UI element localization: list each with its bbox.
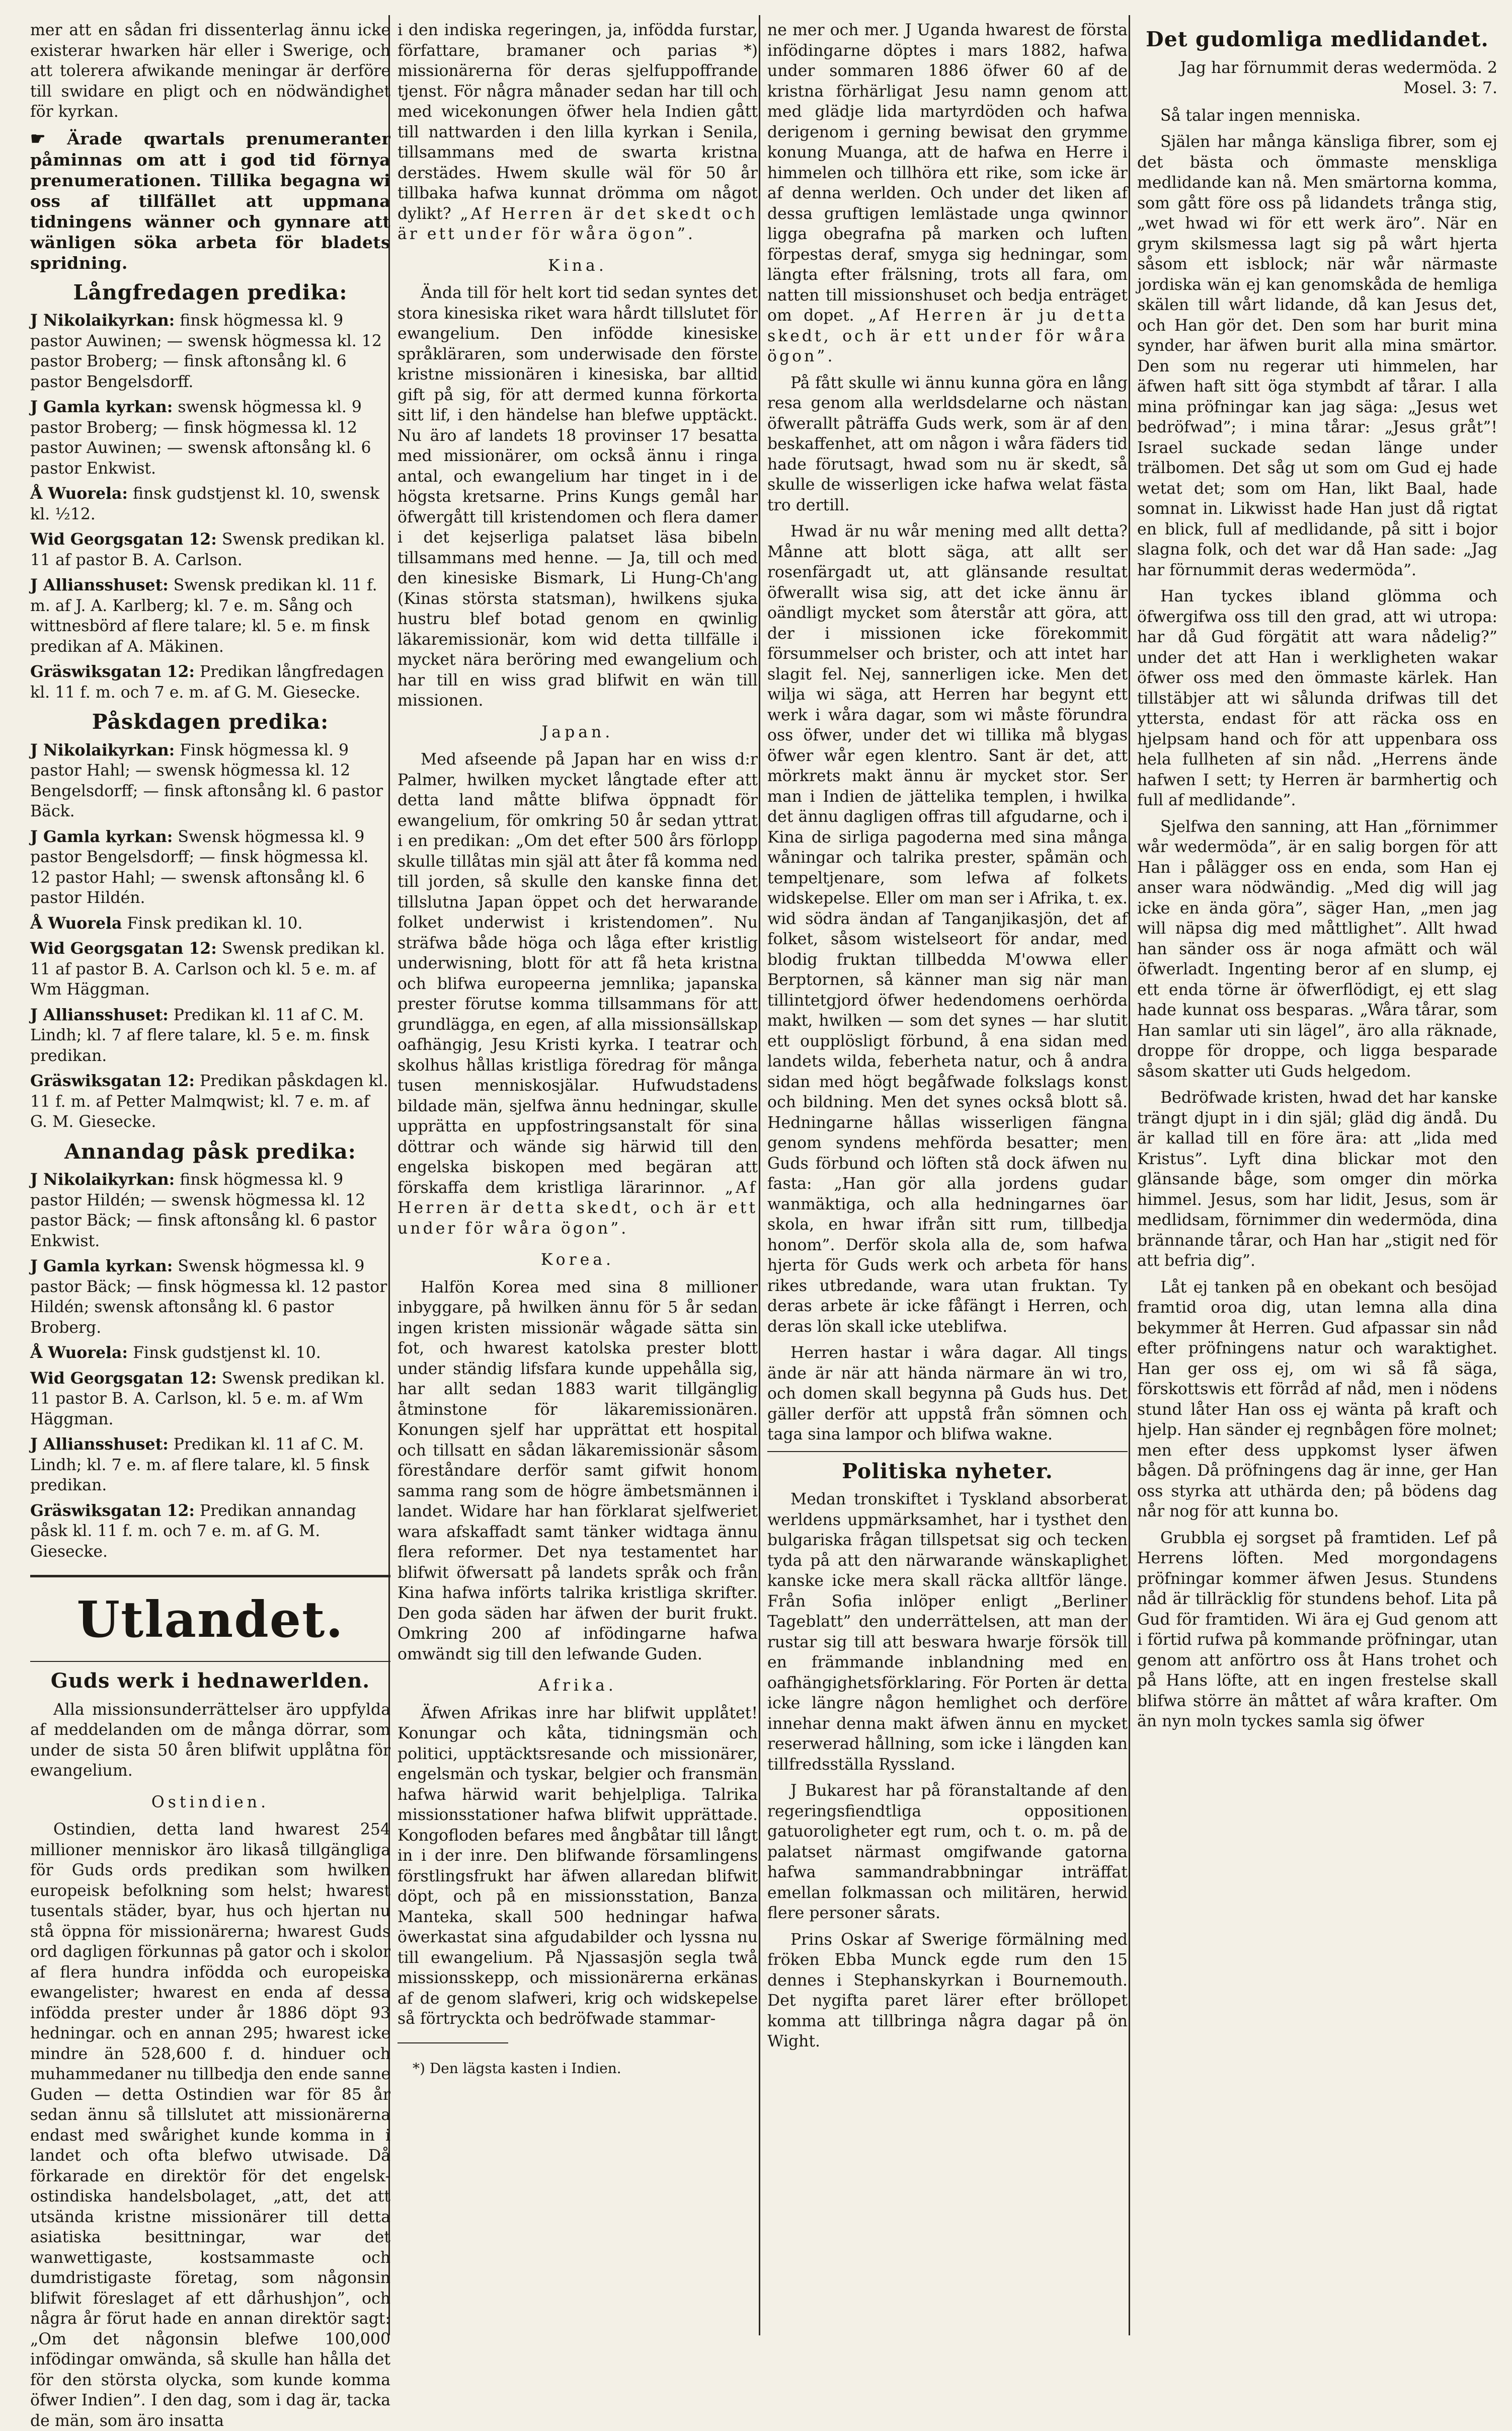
- service-entry: J Nikolaikyrkan: finsk högmessa kl. 9 pastor Auwinen; — swensk högmessa kl. 12 pastor Broberg; — finsk aftonsång kl. 6 pastor Bengelsdorff.: [30, 311, 382, 391]
- service-entry: J Gamla kyrkan: swensk högmessa kl. 9 pastor Broberg; — finsk högmessa kl. 12 pastor Auwinen; — swensk aftonsång kl. 6 pastor Enkwist.: [30, 398, 371, 478]
- article-title-guds-werk: Guds werk i hednawerlden.: [50, 1669, 370, 1693]
- service-entry: J Nikolaikyrkan: finsk högmessa kl. 9 pastor Hildén; — swensk högmessa kl. 12 pastor Bäck; — finsk aftonsång kl. 6 pastor Enkwist.: [30, 1170, 376, 1250]
- service-entry: Å Wuorela Finsk predikan kl. 10.: [30, 914, 303, 933]
- paragraph-kina: Ända till för helt kort tid sedan syntes det stora kinesiska riket wara hårdt tillslutet för ewangelium. Den infödde kinesiske språkläraren, som underwisade den förste kristne missionären i kinesiska, bar alltid gift på sig, för att dermed kunna förkorta sitt lif, i den händelse han blefwe upptäckt. Nu äro af landets 18 provinser 17 besatta med missionärer, om också ännu i ringa antal, och ewangelium har tinget in i de högsta kretsarne. Prins Kungs gemål har öfwergått till kristendomen och flera damer i det kejserliga palatset läsa bibeln tillsammans med henne. — Ja, till och med den kinesiske Bismark, Li Hung-Ch'ang (Kinas största statsman), hwilkens sjuka hustru blef botad genom en qwinlig läkaremissionär, kom wid detta tillfälle i mycket nära beröring med ewangelium och har till en wiss grad blifwit en wän till missionen.: [397, 284, 758, 710]
- section-heading-paskdagen: Påskdagen predika:: [92, 710, 329, 734]
- service-entry: Wid Georgsgatan 12: Swensk predikan kl. 11 pastor B. A. Carlson, kl. 5 e. m. af Wm Häggman.: [30, 1369, 385, 1428]
- column-2: [397, 20, 758, 2330]
- bible-motto: Jag har förnummit deras wedermöda. 2 Mosel. 3: 7.: [1180, 58, 1497, 97]
- column-1: [30, 20, 391, 2430]
- service-entry: J Gamla kyrkan: Swensk högmessa kl. 9 pastor Bäck; — finsk högmessa kl. 12 pastor Hildén; swensk aftonsång kl. 6 pastor Broberg.: [30, 1257, 387, 1337]
- service-entry: J Alliansshuset: Predikan kl. 11 af C. M. Lindh; kl. 7 e. m. af flere talare, kl. 5 finsk predikan.: [30, 1435, 369, 1494]
- section-heading-langfredagen: Långfredagen predika:: [73, 280, 348, 305]
- column-4: [1137, 20, 1497, 2330]
- article-title-gudomliga-medlidandet: Det gudomliga medlidandet.: [1146, 27, 1489, 51]
- paragraph: Herren hastar i wåra dagar. All tings ände är när att hända närmare än wi tro, och domen skall begynna på Guds hus. Det gäller derför att uppstå från sömnen och taga sina lampor och blifwa wakne.: [767, 1344, 1128, 1444]
- service-entry: J Gamla kyrkan: Swensk högmessa kl. 9 pastor Bengelsdorff; — finsk högmessa kl. 12 pastor Hahl; — swensk aftonsång kl. 6 pastor Hildén.: [30, 827, 369, 907]
- section-divider: [30, 1575, 390, 1577]
- column-3: [767, 20, 1128, 2330]
- paragraph-continued: i den indiska regeringen, ja, infödda furstar, författare, bramaner och parias *) missionärerna för deras sjelfuppoffrande tjenst. För några månader sedan har till och med wicekonungen öfwer hela Indien gått till nattwarden i den lilla kyrkan i Senila, tillsammans med de swarta kristna derstädes. Hwem skulle wäl för 50 år tillbaka hafwa kunnat drömma om något dylikt? „Af Herren är det skedt och är ett under för wåra ögon”.: [397, 21, 758, 243]
- service-entry: Gräswiksgatan 12: Predikan långfredagen kl. 11 f. m. och 7 e. m. af G. M. Giesecke.: [30, 662, 384, 702]
- service-entry: J Nikolaikyrkan: Finsk högmessa kl. 9 pastor Hahl; — swensk högmessa kl. 12 Bengelsdorff; — finsk aftonsång kl. 6 pastor Bäck.: [30, 740, 383, 820]
- service-entry: Wid Georgsgatan 12: Swensk predikan kl. 11 af pastor B. A. Carlson och kl. 5 e. m. af Wm Häggman.: [30, 939, 385, 999]
- paragraph-politics: Prins Oskar af Swerige förmälning med fröken Ebba Munck egde rum den 15 dennes i Stephanskyrkan i Bournemouth. Det nygifta paret lärer efter bröllopet komma att tillbringa några dagar på ön Wight.: [767, 1930, 1128, 2050]
- paragraph: Bedröfwade kristen, hwad det har kanske trängt djupt in i din själ; gläd dig ändå. Du är kallad till en före ära: att „lida med Kristus”. Lyft dina blickar mot den glänsande båge, som omger din mörka himmel. Jesus, som har lidit, Jesus, som är medlidsam, förnimmer din wedermöda, dina brännande tårar, och Han har „stigit ned för att befria dig”.: [1137, 1089, 1497, 1270]
- pointing-hand-icon: ☛: [30, 128, 46, 149]
- subheading-japan: Japan.: [541, 723, 614, 741]
- paragraph: Hwad är nu wår mening med allt detta? Månne att blott säga, att allt ser rosenfärgadt ut, att glänsande resultat öfwerallt wisa sig, att det icke ännu är oändligt mycket som återstår att göra, att der i missionen icke förekommit försummelser och brister, och att intet har slagit fel. Nej, sannerligen icke. Men det wilja wi säga, att Herren har begynt ett werk i wåra dagar, som wi måste förundra oss öfwer, under det wi tillika må blygas öfwer wår egen klentro. Sant är det, att mörkrets makt ännu är mycket stor. Ser man i Indien de jättelika templen, i hwilka det ännu dagligen offras till afgudarne, och i Kina de sirliga pagoderna med sina många wåningar och talrika prester, spåmän och tempeltjenare, som lefwa af folkets widskepelse. Eller om man ser i Afrika, t. ex. wid södra ändan af Tanganjikasjön, det af folket, såsom wistelseort för andar, med blodig fruktan tillbedda M'owwa eller Berptornen, så känner man sig när man tillintetgjord öfwer hedendomens oerhörda makt, hwilken — som det synes — har slutit ett oupplösligt förbund, å ena sidan med landets wilda, feberheta natur, och å andra sidan med högt begåfwade folkslags konst och bildning. Men det synes också blott så. Hedningarne hållas wisserligen fängna genom syndens mehförda besatter; men Guds förbund och löften stå dock äfwen nu fasta: „Han gör alla jordens gudar wanmäktiga, och alla hedningarnes öar skola, en hwar ifrån sitt rum, tillbedja honom”. Derför skola alla de, som hafwa hjerta för Guds werk och arbeta för hans rikes utbredande, wara utan fruktan. Ty deras arbete är icke fåfängt i Herren, och deras lön skall icke uteblifwa.: [767, 522, 1128, 1336]
- spaced-quote: „Af Herren är det skedt och är ett under för wåra ögon”.: [397, 204, 758, 243]
- paragraph: Låt ej tanken på en obekant och besöjad framtid oroa dig, utan lemna alla dina bekymmer åt Herren. Gud afpassar sin nåd efter pröfningens natur och waraktighet. Han ger oss ej, om wi så få säga, förskottswis ett förråd af nåd, men i nödens stund låter Han oss ej wänta på kraft och hjelp. Han sänder ej regnbågen före molnet; men efter dess uppkomst lyser äfwen bågen. Då pröfningens dag är inne, ger Han oss styrka att uthärda den; på bödens dag når nog för att kunna bo.: [1137, 1278, 1497, 1521]
- article-title-politiska-nyheter: Politiska nyheter.: [842, 1459, 1053, 1483]
- column-rule: [759, 15, 760, 2335]
- service-entry: Gräswiksgatan 12: Predikan påskdagen kl. 11 f. m. af Petter Malmqwist; kl. 7 e. m. af G. M. Giesecke.: [30, 1072, 388, 1131]
- spaced-quote: „Af Herren är ju detta skedt, och är ett under för wåra ögon”.: [767, 307, 1128, 365]
- subscription-notice-text: Ärade qwartals prenumeranter påminnas om att i god tid förnya prenumerationen. Tillika begagna wi oss af tillfället att uppmana tidningens wänner och gynnare att wänligen söka arbeta för bladets spridning.: [30, 128, 391, 273]
- subheading-afrika: Afrika.: [538, 1677, 617, 1695]
- section-divider: [767, 1451, 1128, 1452]
- service-entry: Wid Georgsgatan 12: Swensk predikan kl. 11 af pastor B. A. Carlson.: [30, 530, 385, 569]
- subheading-kina: Kina.: [548, 256, 607, 275]
- subheading-ostindien: Ostindien.: [151, 1793, 270, 1811]
- paragraph: Grubbla ej sorgset på framtiden. Lef på Herrens löften. Med morgondagens pröfningar kommer äfwen Jesus. Stundens nåd är tillräcklig för stundens behof. Lita på Gud för framtiden. Wi ära ej Gud genom att i förtid rufwa på kommande pröfningar, utan genom att anförtro oss åt Hans trohet och på Hans löfte, att en ingen frestelse skall blifwa större än måttet af wåra krafter. Om än nyn moln tyckes samla sig öfwer: [1137, 1529, 1497, 1730]
- service-list-annandag: [30, 1170, 390, 1562]
- service-entry: J Alliansshuset: Swensk predikan kl. 11 f. m. af J. A. Karlberg; kl. 7 e. m. Sång och wittnesbörd af flere talare; kl. 5 e. m finsk predikan af A. Mäkinen.: [30, 576, 377, 656]
- column-rule: [1129, 15, 1130, 2335]
- service-list-paskdagen: [30, 740, 390, 1132]
- paragraph-afrika: Äfwen Afrikas inre har blifwit upplåtet! Konungar och kåta, tidningsmän och politici, upptäcktsresande och missionärer, engelsmän och tyskar, belgier och fransmän hafwa härwid warit behjelpliga. Talrika missionsstationer hafwa blifwit upprättade. Kongofloden befares med ångbåtar till långt in i der inre. Den blifwande församlingens förstlingsfrukt har äfwen allaredan blifwit döpt, och på en missionsstation, Banza Manteka, skall 500 hedningar hafwa öwerkastat sina afgudabilder och lyssna nu till ewangelium. På Njassasjön segla twå missionsskepp, och missionärerna erkänas af de genom slafweri, krig och widskepelse så förtryckta och bedröfwade stammar-: [397, 1704, 758, 2028]
- paragraph: Själen har många känsliga fibrer, som ej det bästa och ömmaste menskliga medlidande kan nå. Men smärtorna komma, som gått före oss på lidandets trånga stig, „wet hwad wi för ett werk äro”. När en grym skilsmessa lagt sig på wårt hjerta såsom ett isblock; när wår närmaste jordiska wän ej kan genomskåda de hemliga skälen till wårt lidande, då kan Jesus det, och Han gör det. Den som har burit mina synder, har äfwen burit alla mina smärtor. Den som nu regerar uti himmelen, har äfwen haft sitt öga stymbdt af tårar. I alla mina pröfningar kan jag säga: „Jesus wet bedröfwad”; i mina tårar: „Jesus gråt”! Israel suckade sedan länge under trälbomen. Det såg ut som om Gud ej hade wetat det; som om Han, likt Baal, hade somnat in. Likwisst hade Han just då rigtat en blick, full af medlidande, på sitt i bojor slagna folk, och det war då Han sade: „Jag har förnummit deras wedermöda”.: [1137, 133, 1497, 579]
- paragraph-continued: ne mer och mer. J Uganda hwarest de första infödingarne döptes i mars 1882, hafwa under sommaren 1886 öfwer 60 af de kristna förhärligat Jesu namn genom att med glädje lida martyrdöden och hafwa derigenom i gerning bewisat den grymme konung Muanga, att de hafwa en Herre i himmelen och tillhöra ett rike, som icke är af denna werlden. Och under det liken af dessa gruftigen lemlästade unga qwinnor ligga obegrafna på marken och luften förpestas deraf, smyga sig hedningar, som längta efter frälsning, trots all fara, om natten till missionshuset och bedja enträget om dopet. „Af Herren är ju detta skedt, och är ett under för wåra ögon”.: [767, 21, 1128, 365]
- paragraph-korea: Halfön Korea med sina 8 millioner inbyggare, på hwilken ännu för 5 år sedan ingen kristen missionär wågade sätta sin fot, och hwarest katolska prester blott under ständig lifsfara kunde uppehålla sig, har allt sedan 1883 warit tillgänglig åtminstone för läkaremissionären. Konungen sjelf har upprättat ett hospital och tillsatt en sådan läkaremissionär såsom föreståndare derför samt gifwit honom samma rang som de högre ämbetsmännen i landet. Widare har han förklarat sjelfweriet wara afskaffadt samt tänker widtaga ännu flera reformer. Det nya testamentet har blifwit öfwersatt på landets språk och från Kina hafwa införts talrika kristliga skrifter. Den goda säden har äfwen der burit frukt. Omkring 200 af infödingarne hafwa omwändt sig till den lefwande Guden.: [397, 1278, 758, 1663]
- service-entry: Å Wuorela: finsk gudstjenst kl. 10, swensk kl. ½12.: [30, 484, 380, 523]
- section-heading-annandag: Annandag påsk predika:: [64, 1139, 356, 1164]
- paragraph-ostindien: Ostindien, detta land hwarest 254 millioner menniskor äro likaså tillgängliga för Guds ords predikan som hwilken europeisk befolkning som helst; hwarest tusentals städer, byar, hus och hjertan nu stå öppna för missionärerna; hwarest Guds ord dagligen förkunnas på gator och i skolor af flera hundra infödda och europeiska ewangelister; hwarest en enda af dessa infödda prester under år 1886 döpt 93 hedningar. och en annan 295; hwarest icke mindre än 528,600 f. d. hinduer och muhammedaner nu tillbedja den ende sanne Guden — detta Ostindien war för 85 år sedan ännu så tillslutet att missionärerna endast med swårighet kunde komma in i landet och ofta blefwo utwisade. Då förkarade en direktör för det engelsk-ostindiska handelsbolaget, „att, det att utsända kristne missionärer till detta asiatiska besittningar, war det wanwettigaste, kostsammaste och dumdristigaste företag, som någonsin blifwit föreslaget af ett dårhushjon”, och några år förut hade en annan direktör sagt: „Om det någonsin blefwe 100,000 infödingar omwända, så skulle han hålla det för den största olycka, som kunde komma öfwer Indien”. I den dag, som i dag är, tacka de män, som äro insatta: [30, 1820, 390, 2430]
- paragraph: Så talar ingen menniska.: [1160, 106, 1361, 125]
- footnote: *) Den lägsta kasten i Indien.: [413, 2060, 621, 2077]
- service-entry: Gräswiksgatan 12: Predikan annandag påsk kl. 11 f. m. och 7 e. m. af G. M. Giesecke.: [30, 1501, 356, 1561]
- subheading-korea: Korea.: [540, 1251, 615, 1269]
- article-intro: Alla missionsunderrättelser äro uppfylda af meddelanden om de många dörrar, som under de sista 50 åren blifwit upplåtna för ewangelium.: [30, 1700, 390, 1780]
- subscription-notice: [30, 128, 390, 273]
- section-divider: [30, 1661, 390, 1662]
- spaced-quote: „Af Herren är detta skedt, och är ett under för wåra ögon”.: [397, 1178, 758, 1238]
- paragraph: Sjelfwa den sanning, att Han „förnimmer wår wedermöda”, är en salig borgen för att Han i pålägger oss en enda, som Han ej anser wara nödwändig. „Med dig will jag icke en ända göra”, säger Han, „men jag will näpsa dig med måttlighet”. Allt hwad han sänder oss är noga afmätt och wäl öfwerladt. Ingenting beror af en slump, ej ett enda törne är öfwerflödigt, ej ett slag hade kunnat oss besparas. „Wåra tårar, som Han samlar uti sin lägel”, äro alla räknade, droppe för droppe, och ligga besparade såsom skatter uti Guds helgedom.: [1137, 817, 1497, 1081]
- service-entry: Å Wuorela: Finsk gudstjenst kl. 10.: [30, 1343, 321, 1362]
- service-entry: J Alliansshuset: Predikan kl. 11 af C. M. Lindh; kl. 7 af flere talare, kl. 5 e. m. finsk predikan.: [30, 1005, 369, 1065]
- footnote-rule: [397, 2042, 508, 2043]
- intro-paragraph: mer att en sådan fri dissenterlag ännu icke existerar hwarken här eller i Swerige, och att tolerera afwikande meningar är derföre till swidare en pligt och en nödwändighet för kyrkan.: [30, 21, 390, 121]
- paragraph: Han tyckes ibland glömma och öfwergifwa oss till den grad, att wi utropa: har då Gud förgätit att wara nådelig?” under det att Han i werkligheten wakar öfwer oss med den ömmaste kärlek. Han tillstäbjer att wi sålunda drifwas till det yttersta, endast för att räcka oss en hjelpsam hand och för att uppenbara oss hela fullheten af sin nåd. „Herrens ände hafwen I sett; ty Herren är barmhertig och full af medlidande”.: [1137, 587, 1497, 809]
- paragraph-politics: J Bukarest har på föranstaltande af den regeringsfiendtliga oppositionen gatuoroligheter egt rum, och t. o. m. på de palatset närmast omgifwande gatorna hafwa sammandrabbningar inträffat emellan folkmassan och militären, herwid flere personer sårats.: [767, 1782, 1128, 1922]
- paragraph-politics: Medan tronskiftet i Tyskland absorberat werldens uppmärksamhet, har i tysthet den bulgariska frågan tillspetsat sig och tecken tyda på att den närwarande wänskaplighet kanske icke mera skall räcka alltför länge. Från Sofia inlöper enligt „Berliner Tageblatt” den underrättelsen, att man der rustar sig till att beswara hwarje försök till en främmande inblandning med en oafhängighetsförklaring. För Porten är detta icke längre någon hemlighet och derföre innehar denna makt äfwen ännu en mycket reserwerad hållning, som icke i längden kan tillfredsställa Ryssland.: [767, 1490, 1128, 1774]
- paragraph-japan: Med afseende på Japan har en wiss d:r Palmer, hwilken mycket långtade efter att detta land måtte blifwa öppnadt för ewangelium, för omkring 50 år sedan yttrat i en predikan: „Om det efter 500 års förlopp skulle tillåtas min själ att åter få komma ned till jorden, så skulle den kanske finna det tillslutna Japan öppet och det herwarande folket underwist i kristendomen”. Nu sträfwa både höga och låga efter kristlig underwisning, blott för att få heta kristna och blifwa europeerna jemnlika; japanska prester förutse komma tillsammans för att grundlägga, en egen, af alla missionsällskap oafhängig, Jesu Kristi kyrka. I teatrar och skolhus hållas kristliga föredrag för många tusen menniskosjälar. Hufwudstadens bildade män, sjelfwa ännu hedningar, skulle upprätta en uppfostringsanstalt för sina döttrar och wände sig härwid till den engelska biskopen med begäran att förskaffa dem kristliga lärarinnor. „Af Herren är detta skedt, och är ett under för wåra ögon”.: [397, 750, 758, 1238]
- paragraph: På fått skulle wi ännu kunna göra en lång resa genom alla werldsdelarne och nästan öfwerallt påträffa Guds werk, som är af den beskaffenhet, att om någon i wåra fäders tid hade förutsagt, hwad som nu är skedt, så skulle de wisserligen icke hafwa welat fästa tro dertill.: [767, 373, 1128, 514]
- section-title-utlandet: Utlandet.: [76, 1591, 344, 1649]
- service-list-langfredagen: [30, 311, 390, 703]
